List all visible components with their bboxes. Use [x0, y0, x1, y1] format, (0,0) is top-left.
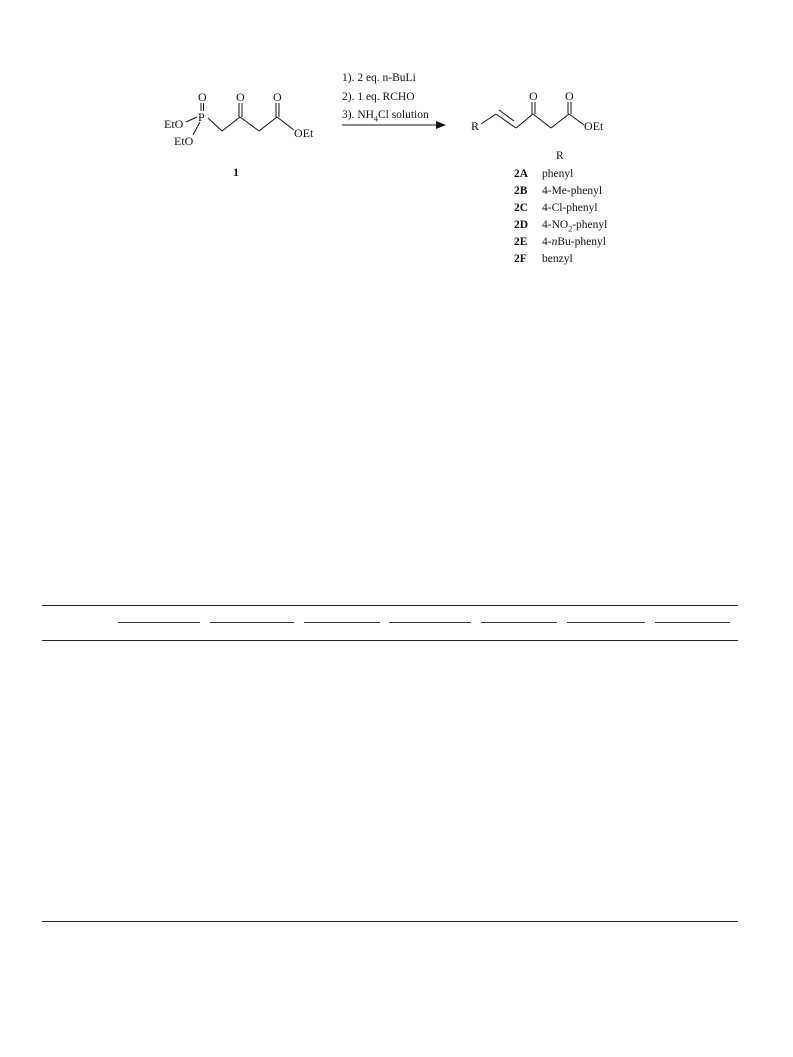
ethoxy-label: EtO: [164, 117, 184, 131]
substituent-row: 2E 4-nBu-phenyl: [514, 236, 606, 248]
product-oxo-label: O: [565, 89, 574, 103]
reagent-step-2: 2). 1 eq. RCHO: [342, 91, 415, 103]
column-header-rule: [210, 622, 294, 623]
ethoxy-label: OEt: [294, 126, 314, 140]
ethoxy-label: OEt: [584, 119, 604, 133]
table-bottom-rule: [42, 921, 738, 922]
column-header-rule: [389, 622, 471, 623]
substituent-row: 2F benzyl: [514, 253, 573, 265]
column-header-rule: [567, 622, 645, 623]
product-r-label: R: [471, 119, 480, 133]
reagent-step-1: 1). 2 eq. n-BuLi: [342, 72, 416, 84]
ethoxy-label: EtO: [174, 134, 194, 148]
substituent-row: 2C 4-Cl-phenyl: [514, 202, 598, 214]
reactant-oxo-label: O: [198, 90, 207, 104]
r-header: R: [556, 150, 564, 162]
substituent-row: 2D $4-NO_2$-phenyl: [514, 219, 608, 234]
substituent-row: 2B 4-Me-phenyl: [514, 185, 603, 197]
substituent-row: 2A phenyl: [514, 168, 574, 180]
column-header-rule: [118, 622, 200, 623]
reaction-scheme: [0, 0, 793, 300]
reactant-oxo-label: O: [236, 90, 245, 104]
column-header-rule: [655, 622, 730, 623]
phosphorus-label: P: [198, 110, 205, 124]
reagent-step-3: 3). $NH_4Cl$ solution: [342, 109, 429, 124]
compound-number: 1: [233, 165, 239, 179]
column-header-rule: [304, 622, 380, 623]
table-header-rule: [42, 640, 738, 641]
column-header-rule: [481, 622, 557, 623]
product-oxo-label: O: [529, 89, 538, 103]
scheme-bonds: [0, 0, 793, 300]
table-top-rule: [42, 605, 738, 606]
reactant-oxo-label: O: [273, 90, 282, 104]
